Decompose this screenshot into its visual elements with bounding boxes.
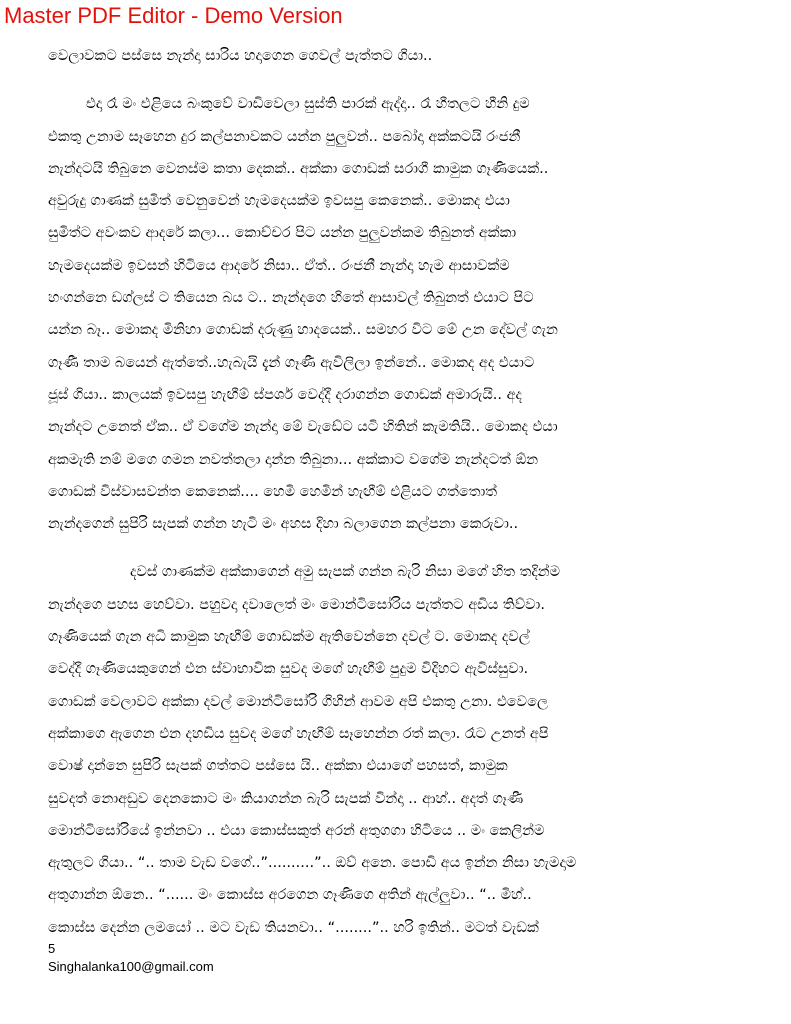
footer-email: Singhalanka100@gmail.com bbox=[48, 959, 214, 974]
text-line: කොස්ස දෙන්න ලමයෝ .. මට වැඩ තියනවා.. “........”.. හරි ඉතින්.. මටත් වැඩක් bbox=[48, 919, 539, 936]
paragraph-1 bbox=[48, 40, 758, 72]
text-line: වෙලාවකට පස්සෙ නැන්දා සාරිය හදාගෙන ගෙවල් පැත්තට ගියා.. bbox=[48, 48, 433, 64]
text-line: යන්න බෑ.. මොකද මිනිහා ගොඩක් දරුණු හාදයෙක්.. සමහර විට මේ උන දේවල් ගැන bbox=[48, 322, 558, 339]
text-line: මොන්ටිසෝරියේ ඉන්නවා .. එයා කොස්සකුත් අරන් අතුගගා හිටියෙ .. මං කෙලින්ම bbox=[48, 822, 545, 839]
text-line: එදා රෑ මං එළියෙ බංකුවේ වාඩිවෙලා සුස්ති පාරක් ඇද්දා.. රෑ හීතලට හීනි දුම bbox=[86, 96, 530, 113]
text-line: අතුගාන්න ඕනෙ.. “...... මං කොස්ස අරගෙන ගෑණිගෙ අතින් ඇල්ලුවා.. “.. මිහ්.. bbox=[48, 887, 532, 904]
text-line: නැන්දට උනෙත් ඒක.. ඒ වගේම නැන්දා මේ වැඩේට යටි හිතින් කැමතියි.. මොකද එයා bbox=[48, 419, 558, 436]
text-line: සුමිත්ට අවංකව ආදරේ කලා... කොච්චර පිට යන්න පුලුවන්කම තිබුනත් අක්කා bbox=[48, 225, 517, 242]
text-line: ගොඩක් විස්වාසවන්ත කෙනෙක්.... හෙමි හෙමින් හැඟීම් එළියට ගත්තොත් bbox=[48, 483, 498, 500]
text-line: සුවදත් නොඅඩුව දෙනකොට මං කියාගන්න බැරි සැපක් වින්දා .. ආහ්.. අදත් ගෑණී bbox=[48, 790, 524, 807]
paragraph-2 bbox=[48, 88, 758, 540]
text-line: අක්කාගෙ ඇගෙන එන දහඩිය සුවද මගේ හැඟීම් සෑහෙන්න රත් කලා. රෑට උනත් අපි bbox=[48, 725, 549, 742]
text-line: හංගන්නෙ ඩග්ලස් ට තියෙන බය ට.. නැන්දගෙ හිතේ ආසාවල් තිබුනත් එයාට පිට bbox=[48, 290, 534, 307]
text-line: නැන්දගෙන් සුපිරි සැපක් ගන්න හැටි මං අහස දිහා බලාගෙන කල්පනා කෙරුවා.. bbox=[48, 516, 519, 533]
page-number: 5 bbox=[48, 941, 56, 956]
text-line: ඇතුලට ගියා.. “.. තාම වැඩ වගේ..”..........”.. ඔව් අනෙ. පොඩි අය ඉන්න නිසා හැමදාම bbox=[48, 855, 577, 872]
text-line: ගොඩක් වෙලාවට අක්කා දවල් මොන්ටිසෝරි ගිහින් ආවම අපි එකතු උනා. එවෙලෙ bbox=[48, 693, 549, 710]
document-body bbox=[48, 40, 758, 944]
text-line: නැන්දටයි තිබුනෙ වෙනස්ම කතා දෙකක්.. අක්කා ගොඩක් සරාගී කාමුක ගෑණියෙක්.. bbox=[48, 160, 549, 177]
demo-watermark-title: Master PDF Editor - Demo Version bbox=[4, 3, 343, 28]
text-line: අකමැති නම් මගෙ ගමන නවත්තලා දාන්න තිබුනා... අක්කාට වගේම නැන්දටත් ඕන bbox=[48, 451, 539, 468]
text-line: හැමදෙයක්ම ඉවසන් හිටියෙ ආදරේ නිසා.. ඒත්.. රංජනී නැන්දා හැම ආසාවක්ම bbox=[48, 257, 510, 274]
text-line: ජූස් ගියා.. කාලයක් ඉවසපු හැඟීම් ස්පර්ශ වෙද්දී දරාගන්න ගොඩක් අමාරුයි.. අද bbox=[48, 386, 522, 403]
page-footer bbox=[48, 940, 214, 976]
text-line: ගෑණී තාම බයෙන් ඇත්තේ..හැබැයි දැන් ගෑණී ඇවිලිලා ඉන්නේ.. මොකද අද එයාට bbox=[48, 354, 535, 371]
text-line: එකතු උනාම සෑහෙන දුර කල්පනාවකට යන්න පුලුවන්.. පබෝදා අක්කටයි රංජනී bbox=[48, 128, 521, 145]
text-line: දවස් ගාණක්ම අක්කාගෙන් අමු සැපක් ගන්න බැරි නිසා මගේ හිත තදින්ම bbox=[130, 564, 561, 581]
paragraph-3 bbox=[48, 556, 758, 944]
text-line: වොෂ් දාන්නෙ සුපිරි සැපක් ගත්තට පස්සෙ යි.. අක්කා එයාගේ පහසත්, කාමුක bbox=[48, 758, 508, 775]
text-line: වෙද්දී ගෑණියෙකුගෙන් එන ස්වාභාවික සුවද මගේ හැඟීම් පුදුම විදිහට ඇවිස්සුවා. bbox=[48, 661, 529, 678]
text-line: නැන්දගෙ පහස හෙව්වා. පහුවදා දවාලෙත් මං මොන්ටිසෝරිය පැත්තට අඩිය තිව්වා. bbox=[48, 596, 545, 613]
text-line: ගෑණියෙක් ගැන අධි කාමුක හැඟීම් ගොඩක්ම ඇතිවෙන්නෙ දවල් ට. මොකද දවල් bbox=[48, 629, 530, 646]
text-line: අවුරුදු ගාණක් සුමිත් වෙනුවෙන් හැමදෙයක්ම ඉවසපු කෙනෙක්.. මොකද එයා bbox=[48, 193, 510, 210]
